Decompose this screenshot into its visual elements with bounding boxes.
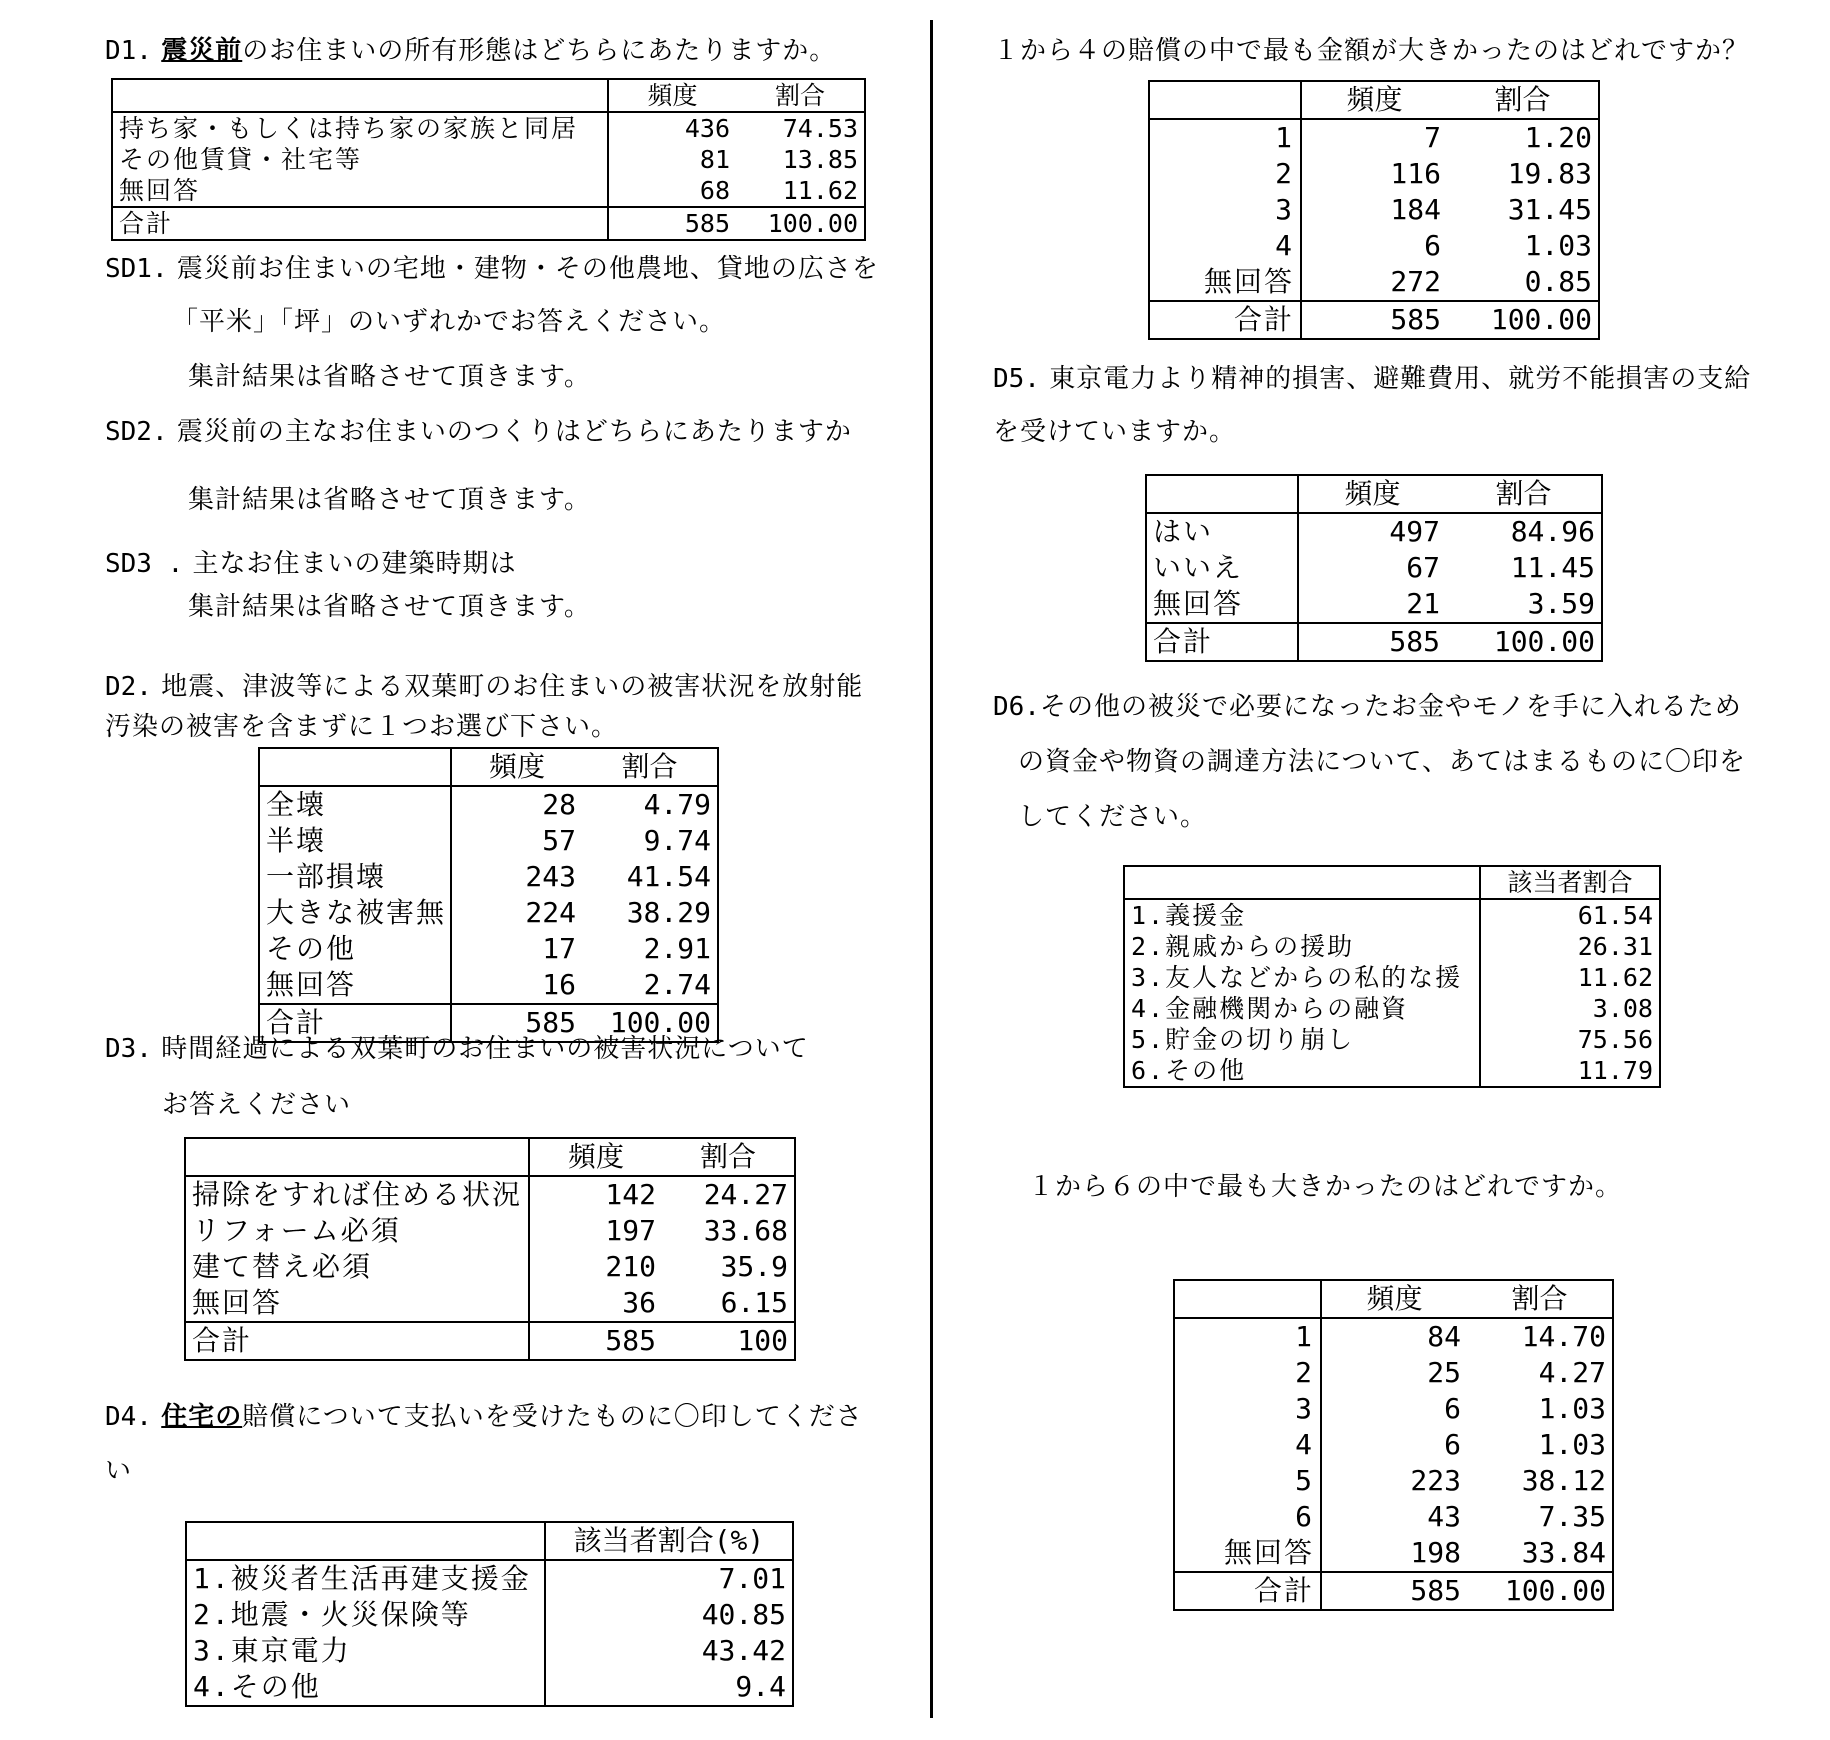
table-row [1146, 586, 1602, 623]
question-text: その他の被災で必要になったお金やモノを手に入れるため [1039, 692, 1742, 722]
table-row [1149, 192, 1599, 228]
row-label: 4 [1149, 228, 1301, 264]
table-row [112, 144, 865, 175]
cell-value: 84.96 [1510, 515, 1595, 548]
cell-value: 33.68 [703, 1214, 788, 1247]
cell-value: 26.31 [1577, 932, 1653, 961]
table-row [259, 786, 718, 823]
column-header: 頻度 [1301, 81, 1447, 119]
cell-value: 585 [1298, 623, 1446, 661]
cell-value: 36 [622, 1286, 656, 1319]
column-header [259, 748, 451, 786]
question-emphasis: 住宅の [161, 1402, 243, 1432]
column-header: 頻度 [451, 748, 582, 786]
row-label: 1.被災者生活再建支援金 [186, 1560, 545, 1597]
row-label: 全壊 [259, 786, 451, 823]
table-row [1124, 1024, 1660, 1055]
cell-value: 35.9 [720, 1250, 788, 1283]
question-text: 主なお住まいの建築時期は [192, 549, 517, 579]
column-header [1146, 475, 1298, 513]
table-row [186, 1633, 793, 1669]
cell-value: 585 [1321, 1572, 1467, 1610]
row-label: 半壊 [259, 823, 451, 859]
question-d6-line2: の資金や物資の調達方法について、あてはまるものに〇印を [1018, 747, 1746, 777]
cell-value: 100 [662, 1322, 795, 1360]
row-label: 持ち家・もしくは持ち家の家族と同居 [112, 112, 608, 144]
cell-value: 116 [1390, 157, 1441, 190]
cell-value: 6.15 [720, 1286, 788, 1319]
question-d2 [105, 670, 863, 704]
cell-value: 4.79 [643, 788, 711, 821]
question-text: 時間経過による双葉町のお住まいの被害状況について [161, 1034, 809, 1064]
cell-value: 16 [542, 968, 576, 1001]
row-label: 無回答 [112, 175, 608, 207]
cell-value: 31.45 [1507, 193, 1592, 226]
table-row [186, 1597, 793, 1633]
table-header-row [1124, 866, 1660, 899]
table-row [1146, 513, 1602, 550]
cell-value: 38.12 [1521, 1464, 1606, 1497]
cell-value: 198 [1410, 1536, 1461, 1569]
note-sd3: 集計結果は省略させて頂きます。 [188, 592, 591, 622]
question-id: D3. [105, 1034, 152, 1064]
question-text: 賠償について支払いを受けたものに〇印してくださ [242, 1402, 863, 1432]
table-row [259, 895, 718, 931]
row-label: はい [1146, 513, 1298, 550]
column-divider [930, 20, 933, 1718]
row-label: 合計 [185, 1322, 529, 1360]
column-header: 頻度 [1298, 475, 1446, 513]
question-id: D2. [105, 672, 152, 702]
cell-value: 11.45 [1510, 551, 1595, 584]
cell-value: 2.91 [643, 932, 711, 965]
question-sd1-line2: 「平米」「坪」のいずれかでお答えください。 [172, 307, 727, 337]
column-header: 割合 [736, 79, 865, 112]
table-row [259, 967, 718, 1004]
question-sd1 [105, 252, 879, 286]
cell-value: 243 [525, 860, 576, 893]
row-label: その他賃貸・社宅等 [112, 144, 608, 175]
row-label: 建て替え必須 [185, 1249, 529, 1285]
cell-value: 2.74 [643, 968, 711, 1001]
question-id: SD2. [105, 417, 168, 447]
cell-value: 33.84 [1521, 1536, 1606, 1569]
question-d4-followup: １から４の賠償の中で最も金額が大きかったのはどれですか？ [993, 36, 1750, 66]
cell-value: 11.79 [1577, 1056, 1653, 1085]
cell-value: 67 [1406, 551, 1440, 584]
table-d1 [111, 78, 866, 241]
table-row [1124, 1055, 1660, 1087]
row-label: 3 [1174, 1391, 1321, 1427]
row-label: 5.貯金の切り崩し [1124, 1024, 1480, 1055]
question-d3-line2: お答えください [162, 1090, 352, 1120]
table-d3 [184, 1137, 796, 1361]
cell-value: 21 [1406, 587, 1440, 620]
cell-value: 142 [605, 1178, 656, 1211]
question-d4 [105, 1400, 863, 1434]
question-sd2 [105, 415, 852, 449]
row-label: 3 [1149, 192, 1301, 228]
table-row [186, 1560, 793, 1597]
table-header-row [185, 1138, 795, 1176]
table-row [1124, 962, 1660, 993]
row-label: 6 [1174, 1499, 1321, 1535]
table-d2 [258, 747, 719, 1043]
cell-value: 100.00 [1447, 301, 1599, 339]
table-row [259, 931, 718, 967]
table-d4-followup [1148, 80, 1600, 340]
cell-value: 1.20 [1524, 121, 1592, 154]
cell-value: 1.03 [1538, 1392, 1606, 1425]
row-label: 2 [1174, 1355, 1321, 1391]
row-label: 合計 [1146, 623, 1298, 661]
table-row [185, 1285, 795, 1322]
table-row [112, 175, 865, 207]
row-label: 合計 [259, 1004, 451, 1042]
cell-value: 9.4 [735, 1670, 786, 1703]
cell-value: 1.03 [1524, 229, 1592, 262]
question-emphasis: 震災前 [161, 36, 243, 66]
table-row [1149, 156, 1599, 192]
column-header: 割合 [1446, 475, 1602, 513]
cell-value: 68 [699, 176, 730, 205]
cell-value: 436 [684, 114, 730, 143]
column-header [1174, 1280, 1321, 1318]
cell-value: 13.85 [782, 145, 858, 174]
row-label: いいえ [1146, 550, 1298, 586]
question-text: のお住まいの所有形態はどちらにあたりますか。 [242, 36, 837, 66]
table-header-row [1174, 1280, 1613, 1318]
row-label: 1 [1149, 119, 1301, 156]
cell-value: 17 [542, 932, 576, 965]
column-header: 該当者割合 [1480, 866, 1660, 899]
cell-value: 43 [1427, 1500, 1461, 1533]
column-header: 割合 [582, 748, 718, 786]
cell-value: 41.54 [626, 860, 711, 893]
table-total-row [112, 207, 865, 240]
column-header: 割合 [662, 1138, 795, 1176]
row-label: 1.義援金 [1124, 899, 1480, 931]
question-d6 [993, 690, 1742, 724]
table-row [1174, 1355, 1613, 1391]
column-header: 頻度 [1321, 1280, 1467, 1318]
table-d6 [1123, 865, 1661, 1088]
table-row [112, 112, 865, 144]
row-label: 4 [1174, 1427, 1321, 1463]
cell-value: 1.03 [1538, 1428, 1606, 1461]
table-row [1149, 119, 1599, 156]
cell-value: 197 [605, 1214, 656, 1247]
table-row [1124, 993, 1660, 1024]
column-header [1124, 866, 1480, 899]
cell-value: 11.62 [1577, 963, 1653, 992]
row-label: リフォーム必須 [185, 1213, 529, 1249]
row-label: 5 [1174, 1463, 1321, 1499]
question-id: D4. [105, 1402, 152, 1432]
cell-value: 75.56 [1577, 1025, 1653, 1054]
question-d4-line2: い [105, 1456, 133, 1486]
table-total-row [185, 1322, 795, 1360]
cell-value: 585 [451, 1004, 582, 1042]
table-row [1174, 1318, 1613, 1355]
column-header: 割合 [1467, 1280, 1613, 1318]
table-row [1124, 899, 1660, 931]
cell-value: 184 [1390, 193, 1441, 226]
cell-value: 223 [1410, 1464, 1461, 1497]
question-id: D6. [993, 692, 1040, 722]
column-header [186, 1522, 545, 1560]
question-d1 [105, 34, 836, 68]
table-row [185, 1176, 795, 1213]
question-d5-line2: を受けていますか。 [993, 417, 1237, 447]
cell-value: 57 [542, 824, 576, 857]
cell-value: 272 [1390, 265, 1441, 298]
cell-value: 7.35 [1538, 1500, 1606, 1533]
cell-value: 224 [525, 896, 576, 929]
table-row [1174, 1535, 1613, 1572]
table-row [186, 1669, 793, 1706]
cell-value: 7 [1424, 121, 1441, 154]
cell-value: 84 [1427, 1320, 1461, 1353]
cell-value: 0.85 [1524, 265, 1592, 298]
table-header-row [1146, 475, 1602, 513]
note-sd2: 集計結果は省略させて頂きます。 [188, 485, 591, 515]
table-d4 [185, 1521, 794, 1707]
question-d3 [105, 1032, 809, 1066]
row-label: 3.東京電力 [186, 1633, 545, 1669]
question-d6-followup: １から６の中で最も大きかったのはどれですか。 [1028, 1172, 1623, 1202]
row-label: 6.その他 [1124, 1055, 1480, 1087]
row-label: 2 [1149, 156, 1301, 192]
question-text: 地震、津波等による双葉町のお住まいの被害状況を放射能 [161, 672, 864, 702]
cell-value: 3.59 [1527, 587, 1595, 620]
row-label: 1 [1174, 1318, 1321, 1355]
column-header: 頻度 [608, 79, 736, 112]
table-total-row [1146, 623, 1602, 661]
cell-value: 100.00 [1446, 623, 1602, 661]
table-row [1146, 550, 1602, 586]
row-label: 掃除をすれば住める状況 [185, 1176, 529, 1213]
cell-value: 28 [542, 788, 576, 821]
cell-value: 3.08 [1592, 994, 1653, 1023]
cell-value: 25 [1427, 1356, 1461, 1389]
cell-value: 100.00 [582, 1004, 718, 1042]
question-d2-line2: 汚染の被害を含まずに１つお選び下さい。 [105, 712, 619, 742]
table-d5 [1145, 474, 1603, 662]
table-total-row [1149, 301, 1599, 339]
row-label: 合計 [1149, 301, 1301, 339]
cell-value: 4.27 [1538, 1356, 1606, 1389]
cell-value: 9.74 [643, 824, 711, 857]
table-d6-followup [1173, 1279, 1614, 1611]
cell-value: 585 [529, 1322, 662, 1360]
cell-value: 74.53 [782, 114, 858, 143]
column-header [112, 79, 608, 112]
cell-value: 100.00 [1467, 1572, 1613, 1610]
cell-value: 497 [1389, 515, 1440, 548]
row-label: 無回答 [259, 967, 451, 1004]
cell-value: 43.42 [701, 1634, 786, 1667]
table-row [185, 1213, 795, 1249]
cell-value: 210 [605, 1250, 656, 1283]
row-label: 合計 [1174, 1572, 1321, 1610]
cell-value: 585 [608, 207, 736, 240]
question-id: D5. [993, 364, 1040, 394]
cell-value: 38.29 [626, 896, 711, 929]
row-label: 無回答 [1174, 1535, 1321, 1572]
cell-value: 19.83 [1507, 157, 1592, 190]
row-label: 合計 [112, 207, 608, 240]
question-id: SD3 . [105, 549, 184, 579]
cell-value: 14.70 [1521, 1320, 1606, 1353]
cell-value: 6 [1444, 1392, 1461, 1425]
table-row [1174, 1499, 1613, 1535]
cell-value: 6 [1424, 229, 1441, 262]
table-row [1174, 1463, 1613, 1499]
table-row [1174, 1391, 1613, 1427]
question-text: 震災前の主なお住まいのつくりはどちらにあたりますか [176, 417, 852, 447]
row-label: 無回答 [1146, 586, 1298, 623]
row-label: 無回答 [185, 1285, 529, 1322]
question-id: D1. [105, 36, 152, 66]
column-header: 割合 [1447, 81, 1599, 119]
question-sd3 [105, 547, 517, 581]
row-label: 2.親戚からの援助 [1124, 931, 1480, 962]
cell-value: 585 [1301, 301, 1447, 339]
table-header-row [112, 79, 865, 112]
row-label: 4.金融機関からの融資 [1124, 993, 1480, 1024]
cell-value: 24.27 [703, 1178, 788, 1211]
question-text: 震災前お住まいの宅地・建物・その他農地、貸地の広さを [176, 254, 879, 284]
cell-value: 7.01 [718, 1562, 786, 1595]
column-header: 頻度 [529, 1138, 662, 1176]
table-header-row [259, 748, 718, 786]
column-header [185, 1138, 529, 1176]
table-row [1174, 1427, 1613, 1463]
table-row [1124, 931, 1660, 962]
cell-value: 11.62 [782, 176, 858, 205]
row-label: 3.友人などからの私的な援 [1124, 962, 1480, 993]
question-id: SD1. [105, 254, 168, 284]
cell-value: 40.85 [701, 1598, 786, 1631]
question-text: 東京電力より精神的損害、避難費用、就労不能損害の支給 [1049, 364, 1752, 394]
row-label: 2.地震・火災保険等 [186, 1597, 545, 1633]
cell-value: 61.54 [1577, 901, 1653, 930]
row-label: その他 [259, 931, 451, 967]
cell-value: 6 [1444, 1428, 1461, 1461]
row-label: 大きな被害無 [259, 895, 451, 931]
table-total-row [1174, 1572, 1613, 1610]
table-row [185, 1249, 795, 1285]
column-header [1149, 81, 1301, 119]
row-label: 無回答 [1149, 264, 1301, 301]
table-header-row [186, 1522, 793, 1560]
row-label: 4.その他 [186, 1669, 545, 1706]
table-row [259, 859, 718, 895]
table-row [1149, 228, 1599, 264]
table-row [1149, 264, 1599, 301]
note-sd1: 集計結果は省略させて頂きます。 [188, 362, 591, 392]
column-header: 該当者割合(%) [545, 1522, 793, 1560]
cell-value: 100.00 [736, 207, 865, 240]
cell-value: 81 [699, 145, 730, 174]
question-d5 [993, 362, 1751, 396]
table-header-row [1149, 81, 1599, 119]
row-label: 一部損壊 [259, 859, 451, 895]
table-row [259, 823, 718, 859]
question-d6-line3: してください。 [1018, 802, 1208, 832]
